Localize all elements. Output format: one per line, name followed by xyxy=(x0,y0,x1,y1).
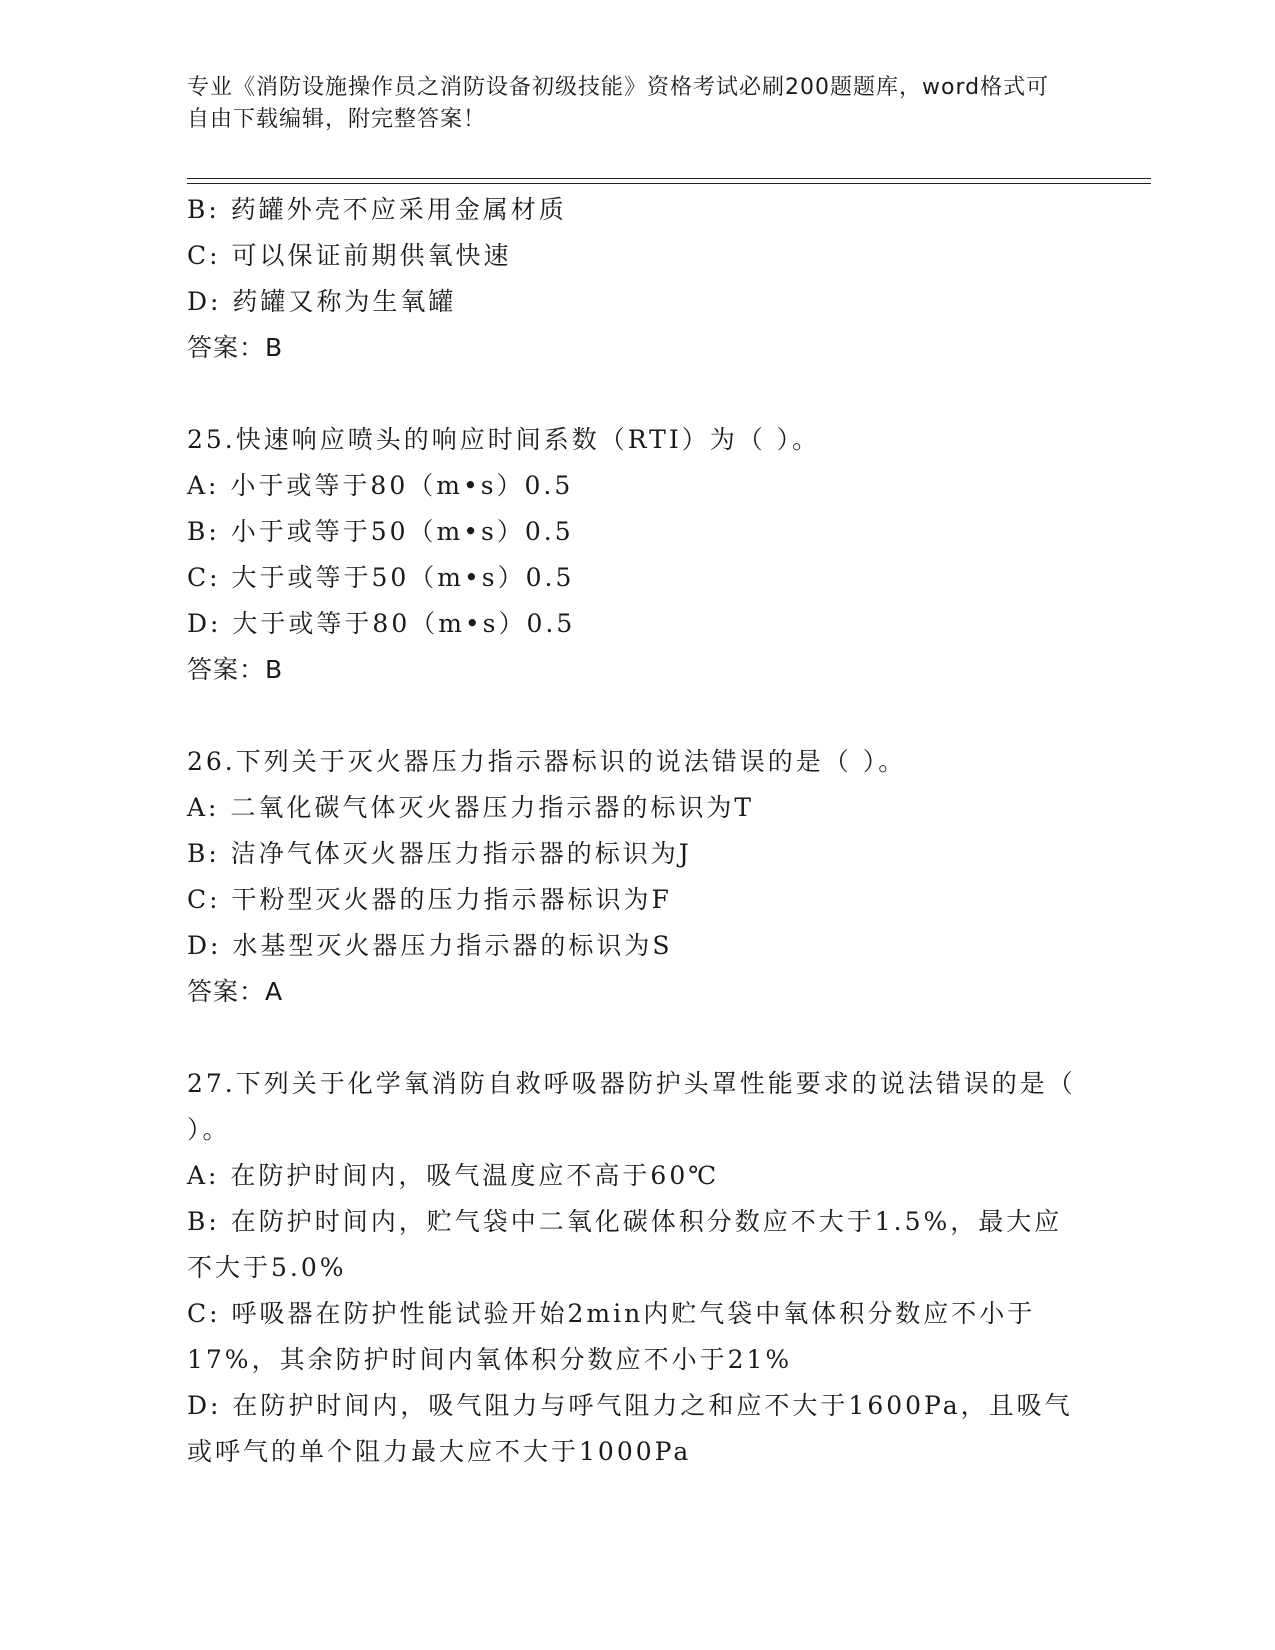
q26-question: 26.下列关于灭火器压力指示器标识的说法错误的是（ ）。 xyxy=(187,747,907,776)
q27-option-c: C: 呼吸器在防护性能试验开始2min内贮气袋中氧体积分数应不小于17%，其余防护时间内氧体积分数应不小于21% xyxy=(187,1299,1036,1374)
q25-option-c: C: 大于或等于50（m•s）0.5 xyxy=(187,563,575,592)
q26-option-a: A: 二氧化碳气体灭火器压力指示器的标识为T xyxy=(187,793,755,822)
spacer xyxy=(187,1015,1087,1061)
spacer xyxy=(187,371,1087,417)
q27-question: 27.下列关于化学氧消防自救呼吸器防护头罩性能要求的说法错误的是（ ）。 xyxy=(187,1069,1076,1144)
q26-answer: 答案：A xyxy=(187,977,284,1006)
q25-option-d: D: 大于或等于80（m•s）0.5 xyxy=(187,609,576,638)
q26-option-b: B: 洁净气体灭火器压力指示器的标识为J xyxy=(187,839,692,868)
document-header: 专业《消防设施操作员之消防设备初级技能》资格考试必刷200题题库，word格式可自由下载编辑，附完整答案！ xyxy=(187,75,1050,132)
q24-option-b: B: 药罐外壳不应采用金属材质 xyxy=(187,195,567,224)
q25-option-b: B: 小于或等于50（m•s）0.5 xyxy=(187,517,574,546)
spacer xyxy=(187,693,1087,739)
q26-option-d: D: 水基型灭火器压力指示器的标识为S xyxy=(187,931,673,960)
q27-option-d: D: 在防护时间内，吸气阻力与呼气阻力之和应不大于1600Pa，且吸气或呼气的单个阻力最大应不大于1000Pa xyxy=(187,1391,1073,1466)
q25-answer: 答案：B xyxy=(187,655,284,684)
header-rule-top xyxy=(187,178,1151,179)
q24-answer: 答案：B xyxy=(187,333,284,362)
header-rule-bottom xyxy=(187,183,1151,184)
q26-option-c: C: 干粉型灭火器的压力指示器标识为F xyxy=(187,885,672,914)
document-body xyxy=(187,187,1087,1475)
q24-option-d: D: 药罐又称为生氧罐 xyxy=(187,287,457,316)
q27-option-b: B: 在防护时间内，贮气袋中二氧化碳体积分数应不大于1.5%，最大应不大于5.0% xyxy=(187,1207,1063,1282)
q24-option-c: C: 可以保证前期供氧快速 xyxy=(187,241,512,270)
q25-option-a: A: 小于或等于80（m•s）0.5 xyxy=(187,471,574,500)
q25-question: 25.快速响应喷头的响应时间系数（RTI）为（ ）。 xyxy=(187,425,821,454)
q27-option-a: A: 在防护时间内，吸气温度应不高于60℃ xyxy=(187,1161,720,1190)
